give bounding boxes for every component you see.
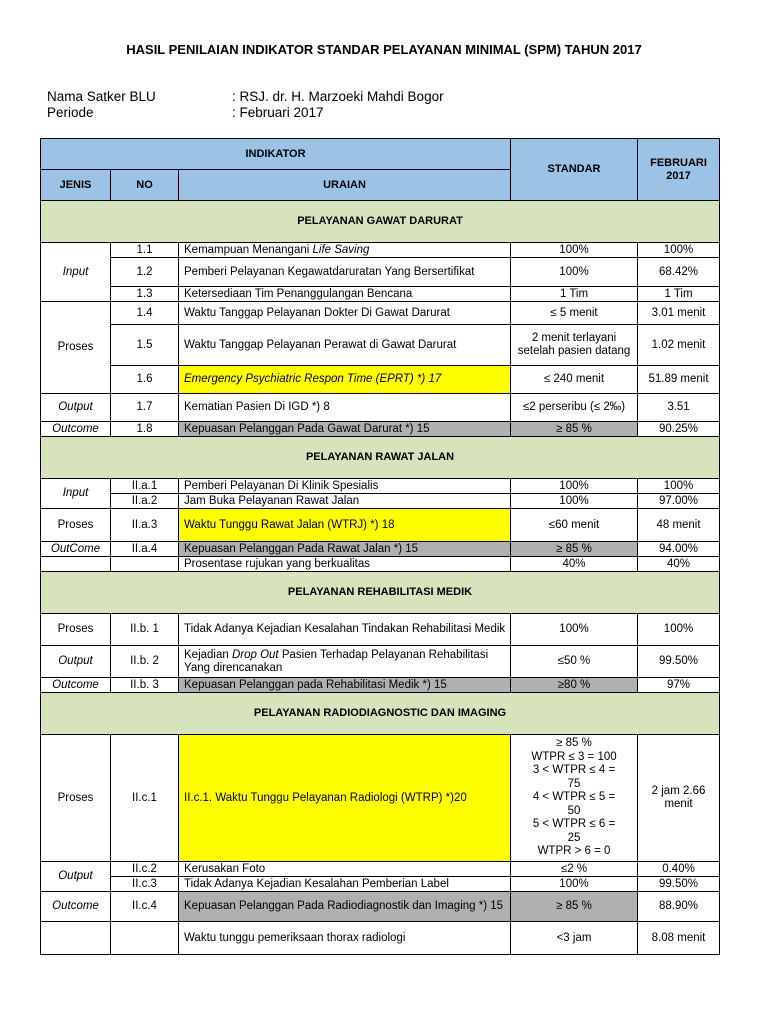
table-row bbox=[41, 509, 720, 542]
uraian-cell: Kepuasan Pelanggan Pada Radiodiagnostik dan Imaging *) 15 bbox=[179, 892, 511, 922]
nilai-cell: 100% bbox=[638, 243, 720, 258]
table-row bbox=[41, 922, 720, 955]
no-cell bbox=[111, 922, 179, 955]
standar-cell: ≥ 85 % bbox=[511, 422, 638, 437]
uraian-cell: Kemampuan Menangani Life Saving bbox=[179, 243, 511, 258]
table-row bbox=[41, 678, 720, 693]
table-row bbox=[41, 422, 720, 437]
no-cell: II.b. 1 bbox=[111, 614, 179, 646]
uraian-cell: Ketersediaan Tim Penanggulangan Bencana bbox=[179, 287, 511, 302]
jenis-cell: Output bbox=[41, 394, 111, 422]
uraian-cell: Waktu Tanggap Pelayanan Perawat di Gawat Darurat bbox=[179, 325, 511, 366]
no-cell: II.c.3 bbox=[111, 877, 179, 892]
spm-table bbox=[40, 138, 720, 955]
standar-line: ≥ 85 % bbox=[556, 737, 592, 750]
section-title: PELAYANAN RADIODIAGNOSTIC DAN IMAGING bbox=[41, 693, 720, 735]
no-cell: II.c.2 bbox=[111, 862, 179, 877]
standar-cell: ≥ 85 % bbox=[511, 542, 638, 557]
uraian-cell: II.c.1. Waktu Tunggu Pelayanan Radiologi (WTRP) *)20 bbox=[179, 735, 511, 862]
standar-cell: 100% bbox=[511, 479, 638, 494]
uraian-cell: Kepuasan Pelanggan Pada Gawat Darurat *) 15 bbox=[179, 422, 511, 437]
uraian-cell: Waktu tunggu pemeriksaan thorax radiologi bbox=[179, 922, 511, 955]
no-cell: 1.4 bbox=[111, 302, 179, 325]
header-jenis: JENIS bbox=[41, 170, 111, 201]
nilai-cell: 88.90% bbox=[638, 892, 720, 922]
header-indikator: INDIKATOR bbox=[41, 139, 511, 170]
nilai-cell: 94.00% bbox=[638, 542, 720, 557]
nilai-cell: 97.00% bbox=[638, 494, 720, 509]
nilai-cell: 100% bbox=[638, 479, 720, 494]
uraian-cell: Prosentase rujukan yang berkualitas bbox=[179, 557, 511, 572]
section-title: PELAYANAN REHABILITASI MEDIK bbox=[41, 572, 720, 614]
nilai-cell: 8.08 menit bbox=[638, 922, 720, 955]
uraian-cell: Jam Buka Pelayanan Rawat Jalan bbox=[179, 494, 511, 509]
table-row bbox=[41, 557, 720, 572]
standar-cell: ≥80 % bbox=[511, 678, 638, 693]
standar-line: 3 < WTPR ≤ 4 = bbox=[532, 764, 616, 777]
nilai-cell: 48 menit bbox=[638, 509, 720, 542]
uraian-cell: Waktu Tunggu Rawat Jalan (WTRJ) *) 18 bbox=[179, 509, 511, 542]
table-row bbox=[41, 243, 720, 258]
table-row bbox=[41, 287, 720, 302]
standar-line: 25 bbox=[567, 831, 581, 844]
standar-cell: 2 menit terlayani setelah pasien datang bbox=[511, 325, 638, 366]
nilai-cell: 68.42% bbox=[638, 258, 720, 287]
meta-label: Periode bbox=[47, 105, 94, 120]
uraian-cell: Pemberi Pelayanan Di Klinik Spesialis bbox=[179, 479, 511, 494]
jenis-cell bbox=[41, 557, 111, 572]
section-title: PELAYANAN GAWAT DARURAT bbox=[41, 201, 720, 243]
standar-cell: 100% bbox=[511, 614, 638, 646]
standar-cell: ≤2 % bbox=[511, 862, 638, 877]
table-row bbox=[41, 892, 720, 922]
nilai-cell: 1.02 menit bbox=[638, 325, 720, 366]
meta-periode bbox=[47, 105, 324, 120]
no-cell: II.a.4 bbox=[111, 542, 179, 557]
nilai-cell: 40% bbox=[638, 557, 720, 572]
standar-cell: ≤2 perseribu (≤ 2‰) bbox=[511, 394, 638, 422]
standar-line: WTPR ≤ 3 = 100 bbox=[531, 750, 617, 763]
standar-cell: 100% bbox=[511, 494, 638, 509]
standar-cell: ≤ 240 menit bbox=[511, 366, 638, 394]
meta-label: Nama Satker BLU bbox=[47, 89, 156, 104]
standar-cell: ≥ 85 % bbox=[511, 892, 638, 922]
table-row bbox=[41, 479, 720, 494]
table-row bbox=[41, 494, 720, 509]
standar-cell: ≤50 % bbox=[511, 646, 638, 678]
table-row bbox=[41, 394, 720, 422]
jenis-cell: Output bbox=[41, 862, 111, 892]
standar-line: 4 < WTPR ≤ 5 = bbox=[532, 791, 616, 804]
no-cell: II.c.1 bbox=[111, 735, 179, 862]
jenis-cell: OutCome bbox=[41, 542, 111, 557]
no-cell: 1.3 bbox=[111, 287, 179, 302]
table-row bbox=[41, 325, 720, 366]
jenis-cell: Outcome bbox=[41, 892, 111, 922]
jenis-cell: Outcome bbox=[41, 678, 111, 693]
uraian-cell: Kejadian Drop Out Pasien Terhadap Pelayanan Rehabilitasi Yang direncanakan bbox=[179, 646, 511, 678]
standar-line: 75 bbox=[567, 777, 581, 790]
nilai-cell: 3.01 menit bbox=[638, 302, 720, 325]
header-standar: STANDAR bbox=[511, 139, 638, 201]
page-title: HASIL PENILAIAN INDIKATOR STANDAR PELAYANAN MINIMAL (SPM) TAHUN 2017 bbox=[126, 42, 642, 57]
nilai-cell: 3.51 bbox=[638, 394, 720, 422]
table-row bbox=[41, 302, 720, 325]
table-row bbox=[41, 258, 720, 287]
uraian-cell: Kerusakan Foto bbox=[179, 862, 511, 877]
no-cell: 1.6 bbox=[111, 366, 179, 394]
standar-line: 5 < WTPR ≤ 6 = bbox=[532, 818, 616, 831]
nilai-cell: 51.89 menit bbox=[638, 366, 720, 394]
no-cell: II.c.4 bbox=[111, 892, 179, 922]
jenis-cell: Proses bbox=[41, 509, 111, 542]
jenis-cell: Proses bbox=[41, 614, 111, 646]
no-cell bbox=[111, 557, 179, 572]
table-row bbox=[41, 877, 720, 892]
no-cell: 1.7 bbox=[111, 394, 179, 422]
no-cell: II.a.3 bbox=[111, 509, 179, 542]
nilai-cell: 99.50% bbox=[638, 646, 720, 678]
jenis-cell: Input bbox=[41, 479, 111, 509]
no-cell: II.b. 3 bbox=[111, 678, 179, 693]
table-row bbox=[41, 735, 720, 862]
standar-cell: <3 jam bbox=[511, 922, 638, 955]
uraian-cell: Kematian Pasien Di IGD *) 8 bbox=[179, 394, 511, 422]
nilai-cell: 0.40% bbox=[638, 862, 720, 877]
no-cell: II.a.2 bbox=[111, 494, 179, 509]
uraian-cell: Tidak Adanya Kejadian Kesalahan Tindakan Rehabilitasi Medik bbox=[179, 614, 511, 646]
standar-cell: 100% bbox=[511, 243, 638, 258]
standar-cell: ≤ 5 menit bbox=[511, 302, 638, 325]
standar-cell: 1 Tim bbox=[511, 287, 638, 302]
standar-cell: 100% bbox=[511, 258, 638, 287]
header-uraian: URAIAN bbox=[179, 170, 511, 201]
meta-satker bbox=[47, 89, 444, 104]
no-cell: 1.8 bbox=[111, 422, 179, 437]
standar-cell: 40% bbox=[511, 557, 638, 572]
standar-cell: 100% bbox=[511, 877, 638, 892]
nilai-cell: 1 Tim bbox=[638, 287, 720, 302]
nilai-cell: 100% bbox=[638, 614, 720, 646]
jenis-cell: Outcome bbox=[41, 422, 111, 437]
no-cell: II.a.1 bbox=[111, 479, 179, 494]
table-row bbox=[41, 542, 720, 557]
jenis-cell bbox=[41, 922, 111, 955]
uraian-cell: Kepuasan Pelanggan pada Rehabilitasi Medik *) 15 bbox=[179, 678, 511, 693]
section-title: PELAYANAN RAWAT JALAN bbox=[41, 437, 720, 479]
uraian-cell: Pemberi Pelayanan Kegawatdaruratan Yang Bersertifikat bbox=[179, 258, 511, 287]
jenis-cell: Proses bbox=[41, 735, 111, 862]
no-cell: 1.2 bbox=[111, 258, 179, 287]
meta-value: : RSJ. dr. H. Marzoeki Mahdi Bogor bbox=[232, 89, 444, 104]
no-cell: 1.5 bbox=[111, 325, 179, 366]
standar-cell bbox=[511, 735, 638, 862]
jenis-cell: Proses bbox=[41, 302, 111, 394]
no-cell: 1.1 bbox=[111, 243, 179, 258]
standar-cell: ≤60 menit bbox=[511, 509, 638, 542]
no-cell: II.b. 2 bbox=[111, 646, 179, 678]
meta-value: : Februari 2017 bbox=[232, 105, 324, 120]
header-no: NO bbox=[111, 170, 179, 201]
uraian-cell: Emergency Psychiatric Respon Time (EPRT) *) 17 bbox=[179, 366, 511, 394]
uraian-cell: Waktu Tanggap Pelayanan Dokter Di Gawat Darurat bbox=[179, 302, 511, 325]
uraian-cell: Kepuasan Pelanggan Pada Rawat Jalan *) 15 bbox=[179, 542, 511, 557]
nilai-cell: 99.50% bbox=[638, 877, 720, 892]
table-row bbox=[41, 614, 720, 646]
header-bulan: FEBRUARI 2017 bbox=[638, 139, 720, 201]
standar-line: WTPR > 6 = 0 bbox=[537, 845, 611, 858]
table-row bbox=[41, 366, 720, 394]
standar-line: 50 bbox=[567, 804, 581, 817]
nilai-cell: 2 jam 2.66 menit bbox=[638, 735, 720, 862]
uraian-cell: Tidak Adanya Kejadian Kesalahan Pemberian Label bbox=[179, 877, 511, 892]
nilai-cell: 90.25% bbox=[638, 422, 720, 437]
table-row bbox=[41, 646, 720, 678]
nilai-cell: 97% bbox=[638, 678, 720, 693]
jenis-cell: Input bbox=[41, 243, 111, 302]
table-row bbox=[41, 862, 720, 877]
jenis-cell: Output bbox=[41, 646, 111, 678]
